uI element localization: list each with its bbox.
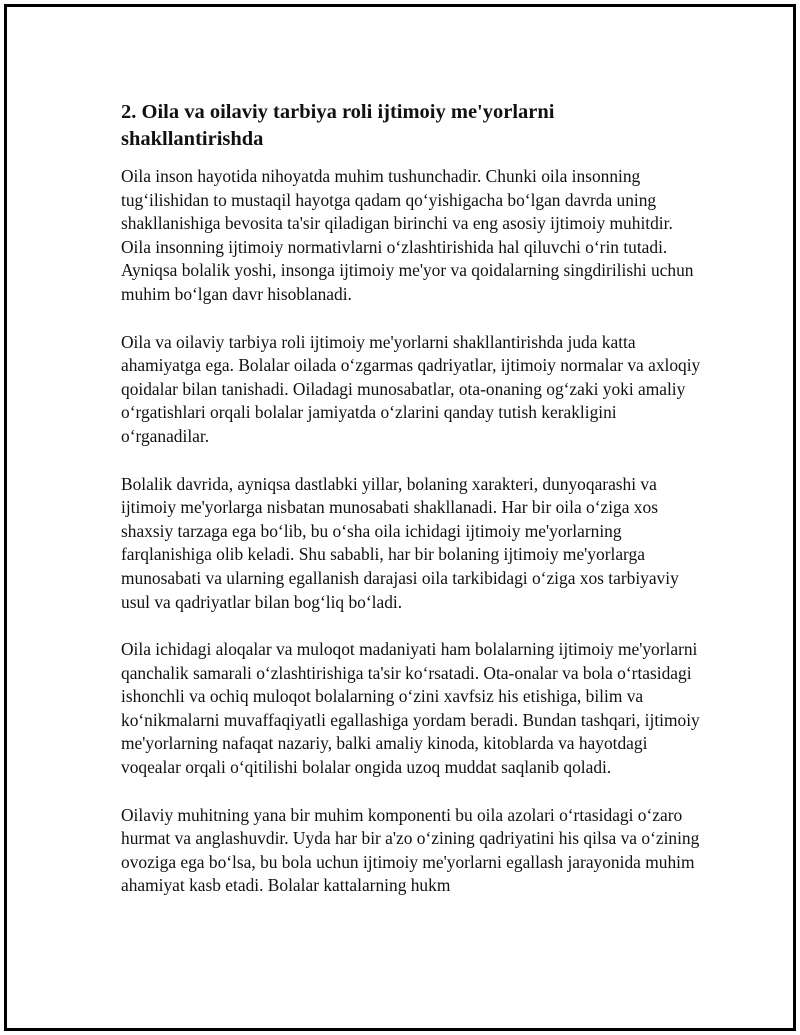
paragraph-2: Oila va oilaviy tarbiya roli ijtimoiy me'yorlarni shakllantirishda juda katta ahamiyatga ega. Bolalar oilada o‘zgarmas qadriyatlar, ijtimoiy normalar va axloqiy qoidalar bilan tanishadi. Oiladagi munosabatlar, ota-onaning og‘zaki yoki amaliy o‘rgatishlari orqali bolalar jamiyatda o‘zlarini qanday tutish kerakligini o‘rganadilar. [121, 331, 701, 446]
section-heading: 2. Oila va oilaviy tarbiya roli ijtimoiy me'yorlarni shakllantirishda [121, 101, 555, 150]
paragraph-3: Bolalik davrida, ayniqsa dastlabki yillar, bolaning xarakteri, dunyoqarashi va ijtimoiy me'yorlarga nisbatan munosabati shakllanadi. Har bir oila o‘ziga xos shaxsiy tarzaga ega bo‘lib, bu o‘sha oila ichidagi ijtimoiy me'yorlarning farqlanishiga olib keladi. Shu sababli, har bir bolaning ijtimoiy me'yorlarga munosabati va ularning egallanish darajasi oila tarkibidagi o‘ziga xos tarbiyaviy usul va qadriyatlar bilan bog‘liq bo‘ladi. [121, 473, 679, 612]
paragraph-1: Oila inson hayotida nihoyatda muhim tushunchadir. Chunki oila insonning tug‘ilishidan to mustaqil hayotga qadam qo‘yishigacha bo‘lgan davrda uning shakllanishiga bevosita ta'sir qiladigan birinchi va eng asosiy ijtimoiy muhitdir. Oila insonning ijtimoiy normativlarni o‘zlashtirishida hal qiluvchi o‘rin tutadi. Ayniqsa bolalik yoshi, insonga ijtimoiy me'yor va qoidalarning singdirilishi uchun muhim bo‘lgan davr hisoblanadi. [121, 166, 694, 304]
paragraph-4: Oila ichidagi aloqalar va muloqot madaniyati ham bolalarning ijtimoiy me'yorlarni qanchalik samarali o‘zlashtirishiga ta'sir ko‘rsatadi. Ota-onalar va bola o‘rtasidagi ishonchli va ochiq muloqot bolalarning o‘zini xavfsiz his etishiga, bilim va ko‘nikmalarni muvaffaqiyatli egallashiga yordam beradi. Bundan tashqari, ijtimoiy me'yorlarning nafaqat nazariy, balki amaliy kinoda, kitoblarda va hayotdagi voqealar orqali o‘qitilishi bolalar ongida uzoq muddat saqlanib qoladi. [121, 639, 700, 778]
paragraph-5: Oilaviy muhitning yana bir muhim komponenti bu oila azolari o‘rtasidagi o‘zaro hurmat va anglashuvdir. Uyda har bir a'zo o‘zining qadriyatini his qilsa va o‘zining ovoziga ega bo‘lsa, bu bola uchun ijtimoiy me'yorlarni egallash jarayonida muhim ahamiyat kasb etadi. Bolalar kattalarning hukm [121, 804, 700, 896]
document-body [121, 99, 701, 898]
page-frame [4, 4, 796, 1031]
